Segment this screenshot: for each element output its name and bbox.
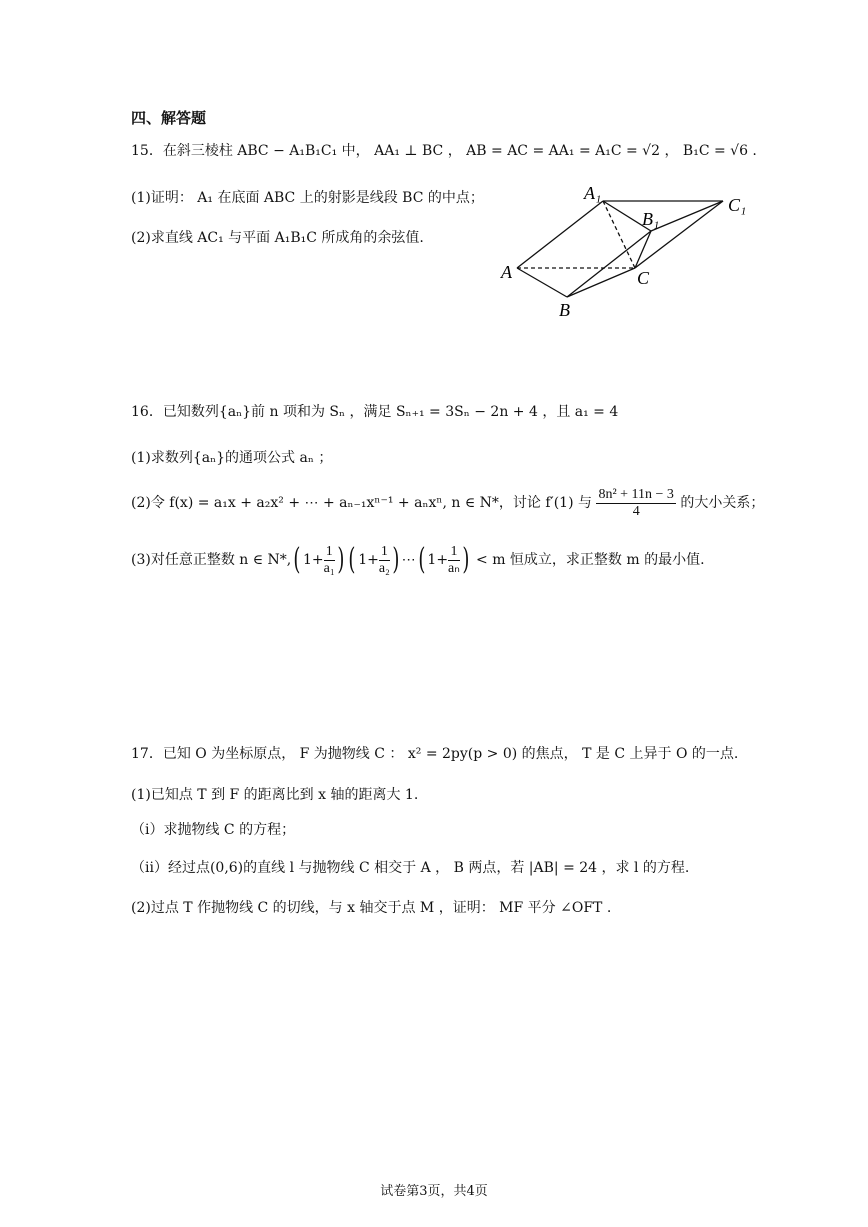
q16-factor1-num: 1 bbox=[324, 544, 335, 561]
q16-fraction bbox=[596, 487, 675, 520]
q17-part1-i: （i）求抛物线 C 的方程； bbox=[131, 822, 296, 838]
edge-a1-a bbox=[517, 201, 603, 268]
q16-part2 bbox=[131, 484, 764, 522]
q15-part2: (2)求直线 AC₁ 与平面 A₁B₁C 所成角的余弦值. bbox=[131, 230, 424, 246]
q16-one-1: 1 bbox=[302, 552, 312, 568]
q16-factor1 bbox=[324, 544, 335, 577]
q16-part3-text: (3)对任意正整数 n ∈ N*, bbox=[131, 552, 292, 568]
q16-factorn-num: 1 bbox=[448, 544, 460, 561]
label-a: A bbox=[501, 262, 512, 282]
q17-part1-ii: （ii）经过点(0,6)的直线 l 与抛物线 C 相交于 A ， B 两点，若 |AB| = 24 ，求 l 的方程. bbox=[131, 860, 690, 876]
q16-part3: (3)对任意正整数 n ∈ N*,( 1+ $\frac{1}{\text{a₁}}$ ) ( 1+ $\frac{1}{\text{a₂}}$ ) ⋯( 1+ $\frac{1}{\text{aₙ}}$ ) < m 恒成立，求正整数 m 的最小值. bbox=[131, 542, 705, 577]
edge-b1-c1 bbox=[651, 201, 723, 231]
label-b: B bbox=[559, 300, 570, 320]
q16-fraction-denominator: 4 bbox=[632, 503, 640, 519]
label-a1: A₁ bbox=[584, 183, 602, 203]
q16-factorn bbox=[448, 544, 460, 577]
q17-part1: (1)已知点 T 到 F 的距离比到 x 轴的距离大 1. bbox=[131, 787, 419, 803]
q16-part2-text: (2)令 f(x) = a₁x + a₂x² + ⋯ + aₙ₋₁xⁿ⁻¹ + aₙxⁿ, n ∈ N*，讨论 f′(1) 与 bbox=[131, 495, 592, 511]
q16-factor2-den: a₂ bbox=[378, 560, 390, 576]
q15-stem: 15．在斜三棱柱 ABC − A₁B₁C₁ 中， AA₁ ⊥ BC ， AB = AC = AA₁ = A₁C = √2 ， B₁C = √6 . bbox=[131, 143, 757, 159]
page-footer: 试卷第3页，共4页 bbox=[380, 1184, 488, 1199]
q16-factorn-den: aₙ bbox=[448, 560, 460, 576]
q16-factor2-num: 1 bbox=[379, 544, 390, 561]
q16-part1: (1)求数列{aₙ}的通项公式 aₙ ； bbox=[131, 450, 333, 466]
q16-fraction-numerator: 8n² + 11n − 3 bbox=[598, 486, 674, 502]
q17-stem: 17．已知 O 为坐标原点， F 为抛物线 C ： x² = 2py(p > 0) 的焦点， T 是 C 上异于 O 的一点. bbox=[131, 746, 739, 762]
q17-part2: (2)过点 T 作抛物线 C 的切线，与 x 轴交于点 M ，证明： MF 平分 ∠OFT . bbox=[131, 900, 612, 916]
q16-part3-tail: < m 恒成立，求正整数 m 的最小值. bbox=[476, 552, 705, 568]
q16-factor1-den: a₁ bbox=[323, 560, 335, 576]
label-c1: C₁ bbox=[728, 195, 747, 215]
q16-one-n: 1 bbox=[427, 552, 437, 568]
q15-part1: (1)证明： A₁ 在底面 ABC 上的射影是线段 BC 的中点； bbox=[131, 190, 484, 206]
q16-stem: 16．已知数列{aₙ}前 n 项和为 Sₙ ，满足 Sₙ₊₁ = 3Sₙ − 2n + 4 ，且 a₁ = 4 bbox=[131, 404, 619, 420]
q16-one-2: 1 bbox=[358, 552, 368, 568]
label-b1: B₁ bbox=[642, 209, 660, 229]
q16-part2-tail: 的大小关系； bbox=[680, 495, 765, 511]
prism-figure bbox=[495, 175, 760, 325]
edge-b-c bbox=[567, 268, 635, 297]
edge-a-b bbox=[517, 268, 567, 297]
section-title: 四、解答题 bbox=[131, 109, 207, 127]
label-c: C bbox=[637, 268, 650, 288]
q16-factor2 bbox=[379, 544, 390, 577]
